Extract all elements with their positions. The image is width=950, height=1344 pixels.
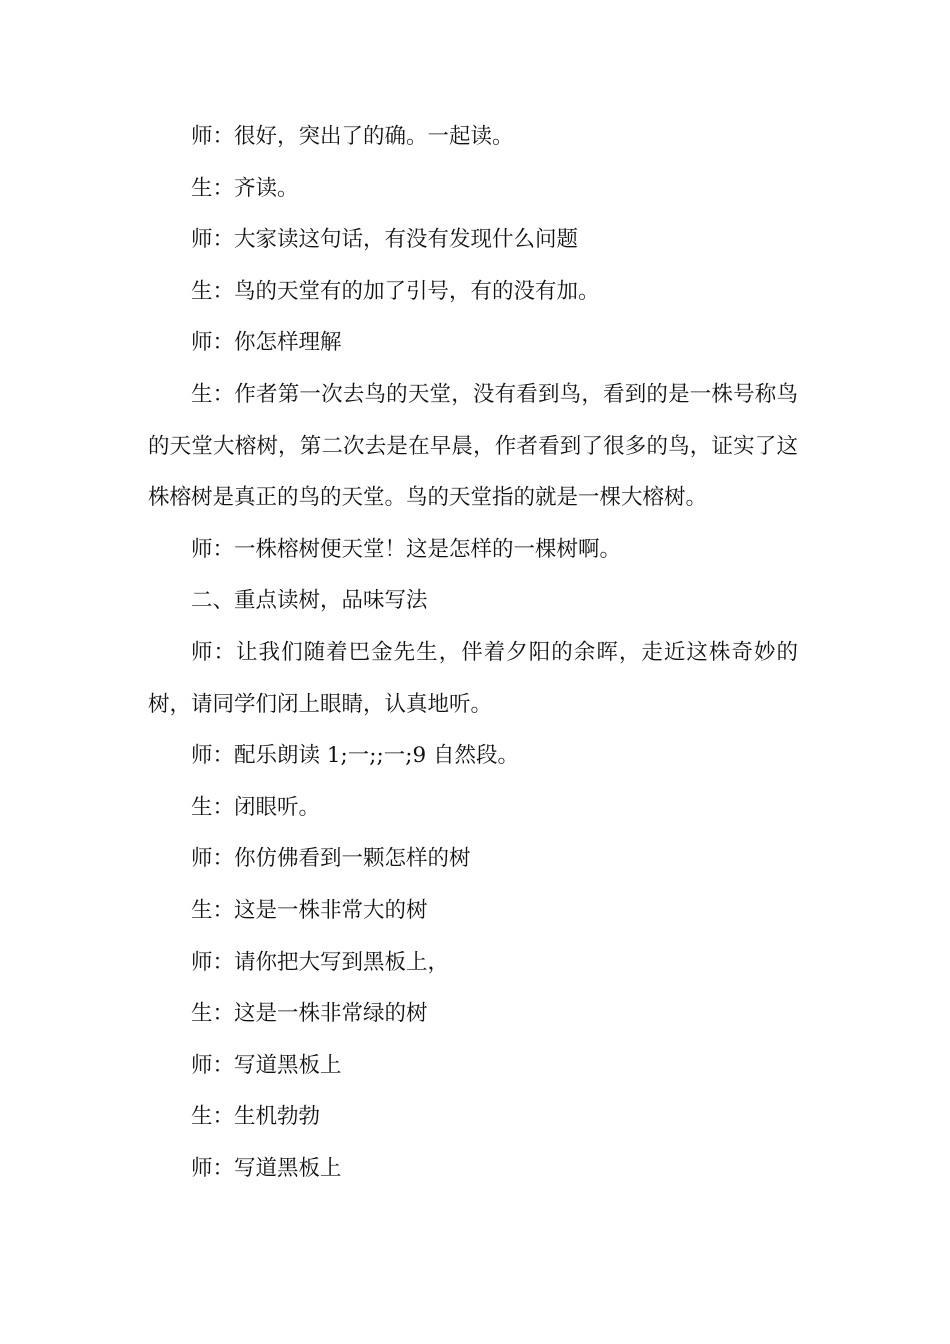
paragraph: 师：写道黑板上	[191, 1052, 342, 1078]
paragraph: 生：鸟的天堂有的加了引号，有的没有加。	[191, 278, 600, 304]
paragraph: 师：请你把大写到黑板上，	[191, 949, 450, 975]
paragraph: 师：让我们随着巴金先生，伴着夕阳的余晖，走近这株奇妙的树，请同学们闭上眼睛，认真地听。	[148, 639, 798, 717]
paragraph: 师：你怎样理解	[191, 330, 342, 356]
paragraph: 师：写道黑板上	[191, 1155, 342, 1181]
paragraph: 师：配乐朗读 1;一;;一;9 自然段。	[191, 743, 520, 769]
section-heading: 二、重点读树，品味写法	[191, 588, 428, 614]
paragraph: 师：很好，突出了的确。一起读。	[191, 124, 514, 149]
paragraph: 师：你仿佛看到一颗怎样的树	[191, 846, 471, 872]
paragraph: 师：大家读这句话，有没有发现什么问题	[191, 227, 579, 253]
paragraph: 师：一株榕树便天堂！这是怎样的一棵树啊。	[191, 536, 622, 562]
paragraph: 生：这是一株非常大的树	[191, 897, 428, 923]
paragraph: 生：闭眼听。	[191, 794, 321, 820]
paragraph: 生：作者第一次去鸟的天堂，没有看到鸟，看到的是一株号称鸟的天堂大榕树，第二次去是在早晨，作者看到了很多的鸟，证实了这株榕树是真正的鸟的天堂。鸟的天堂指的就是一棵大榕树。	[148, 381, 798, 511]
paragraph: 生：生机勃勃	[191, 1104, 321, 1130]
paragraph: 生：齐读。	[191, 175, 299, 201]
document-body	[148, 111, 798, 1194]
paragraph: 生：这是一株非常绿的树	[191, 1001, 428, 1027]
